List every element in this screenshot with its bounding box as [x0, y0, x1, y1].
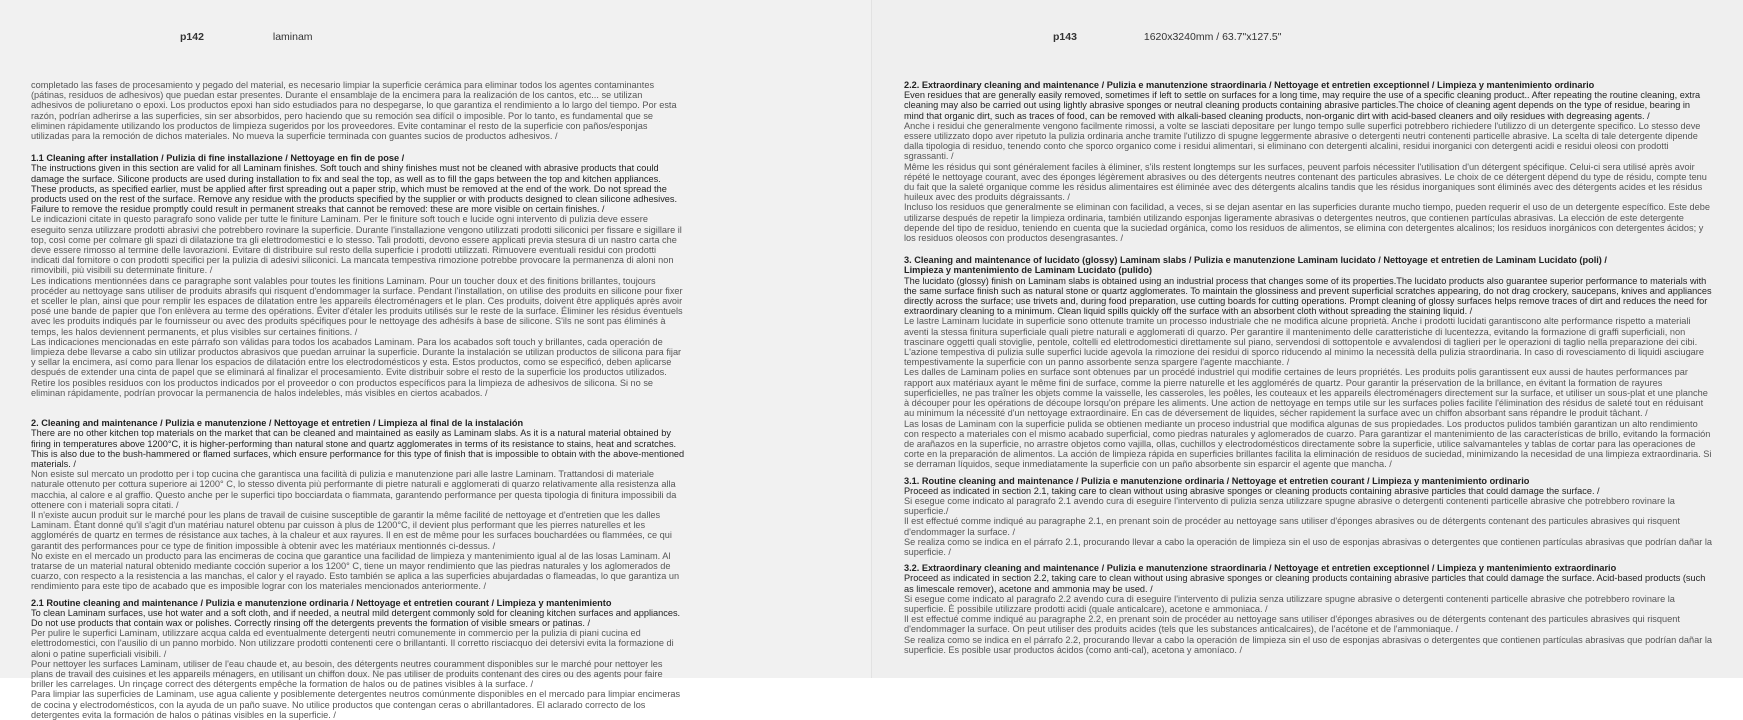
section-3-title: 3. Cleaning and maintenance of lucidato (glossy) Laminam slabs / Pulizia e manutenzione Laminam lucidato / Nettoyage et entretien de Laminam Lucidato (poli) / — [904, 255, 1607, 266]
slab-dimensions: 1620x3240mm / 63.7"x127.5" — [1143, 31, 1282, 43]
section-2-en: There are no other kitchen top materials on the market that can be cleaned and maintained as easily as Laminam slabs. As it is a natural material obtained by firing in temperatures above 1200°C, it is higher-performing than natural stone and quartz agglomerates in terms of its resistance to stains, heat and scratches. This is also due to the bush-hammered or flamed surfaces, which ensure performance for this type of finish that is impossible to obtain with the above-mentioned materials. / — [31, 428, 685, 469]
section-2-2-title: 2.2. Extraordinary cleaning and maintenance / Pulizia e manutenzione straordinaria / Nettoyage et entretien exceptionnel / Limpieza y mantenimiento ordinario — [904, 80, 1595, 90]
section-2-1-fr: Pour nettoyer les surfaces Laminam, utiliser de l'eau chaude et, au besoin, des détergents neutres couramment disponibles sur le marché pour nettoyer les plans de travail des cuisines et les appareils ménagers, en utilisant un chiffon doux. Ne pas utiliser de produits contenant des cires ou des agents pour faire briller les carrelages. Un rinçage correct des détergents empêche la formation de halos ou de patines visibles à la surface. / — [31, 658, 663, 690]
section-3-2-en: Proceed as indicated in section 2.2, taking care to clean without using abrasive sponges or cleaning products containing abrasive particles that could damage the surface. Acid-based products (such as limescale remover), acetone and ammonia may be used. / — [904, 573, 1706, 594]
intro-paragraph: completado las fases de procesamiento y pegado del material, es necesario limpiar la superficie cerámica para eliminar todos los agentes contaminantes (pátinas, residuos de adhesivos) que puedan estar presentes. Durante el ensamblaje de la encimera para la realización de los cantos, etc... se utilizan adhesivos de poliuretano o epoxi. Los productos epoxi han sido estudiados para no despegarse, lo que garantiza el rendimiento a lo largo del tiempo. Por esta razón, podrían adherirse a las superficies, sin ser absorbidos, pero haciendo que su remoción sea difícil o imposible. Por lo tanto, es fundamental que se eliminen rápidamente utilizando los productos de limpieza sugeridos por los proveedores. Evite contaminar el resto de la superficie con paños/esponjas utilizadas para la remoción de dichos materiales. No mueva la superficie terminada con guantes sucios de productos adhesivos. / — [31, 80, 677, 142]
right-column — [904, 80, 1712, 655]
section-3-es: Las losas de Laminam con la superficie pulida se obtienen mediante un proceso industrial que modifica algunas de sus propiedades. Los productos pulidos también garantizan un alto rendimiento con respecto a materiales con el mismo acabado superficial, como piedras naturales y aglomerados de cuarzo. Para garantizar el mantenimiento de las características de brillo, evitando la formación de arañazos en la superficie, no arrastre objetos como vajilla, ollas, cuchillos y electrodomésticos directamente sobre la superficie, utilice salvamanteles y tablas de cortar para las operaciones de corte en la preparación de alimentos. La acción de limpieza rápida en superficies brillantes facilita la eliminación de residuos de suciedad, minimizando la necesidad de una limpieza extraordinaria. Si se derraman líquidos, seque inmediatamente la superficie con un paño absorbente sin esparcir el agente que mancha. / — [904, 418, 1712, 470]
section-2-1-es: Para limpiar las superficies de Laminam, use agua caliente y posiblemente detergentes neutros comúnmente disponibles en el mercado para limpiar encimeras de cocina y electrodomésticos, con la ayuda de un paño suave. No utilice productos que contengan ceras o abrillantadores. El aclarado correcto de los detergentes evita la formación de halos o pátinas visibles en la superficie. / — [31, 689, 681, 720]
section-3-2-it: Si esegue come indicato al paragrafo 2.2 avendo cura di eseguire l'intervento di pulizia senza utilizzare spugne abrasive o detergenti contenenti particelle abrasive che potrebbero rovinare la superficie. È possibile utilizzare prodotti acidi (quale anticalcare), acetone e ammoniaca. / — [904, 593, 1675, 614]
section-2-2-fr: Même les résidus qui sont généralement faciles à éliminer, s'ils restent longtemps sur les surfaces, peuvent parfois nécessiter l'utilisation d'un détergent spécifique. Celui-ci sera utilisé après avoir répété le nettoyage courant, avec des éponges légèrement abrasives ou des détergents neutres contenant des particules abrasives. Le choix de ce détergent dépend du type de résidu, compte tenu du fait que la saleté organique comme les résidus alimentaires est éliminée avec des détergents alcalins tandis que les résidus inorganiques sont éliminés avec des détergents acides et les résidus huileux avec des produits dégraissants. / — [904, 161, 1707, 203]
section-3-1-it: Si esegue come indicato al paragrafo 2.1 avendo cura di eseguire l'intervento di pulizia senza utilizzare spugne abrasive o detergenti contenenti particelle abrasive che potrebbero rovinare la superficie./ — [904, 495, 1675, 517]
section-1-1-es: Las indicaciones mencionadas en este párrafo son válidas para todos los acabados Laminam. Para los acabados soft touch y brillantes, cada operación de limpieza debe llevarse a cabo sin utilizar productos abrasivos que puedan arruinar la superficie. Durante la instalación se utilizan productos de silicona para fijar y sellar la encimera, así como para llenar los espacios de dilatación entre los electrodomésticos y esta. Estos productos, como se especificó, deben aplicarse después de extender una cinta de papel que se eliminará al finalizar el procesamiento. Evite distribuir sobre el resto de la superficie los productos utilizados. Retire los posibles residuos con los productos indicados por el proveedor o con productos específicos para la limpieza de adhesivos de silicona. Si no se eliminan rápidamente, podrían provocar la permanencia de halos indelebles, más visibles en ciertos acabados. / — [31, 336, 682, 398]
section-2-es: No existe en el mercado un producto para las encimeras de cocina que garantice una facilidad de limpieza y mantenimiento igual al de las losas Laminam. Al tratarse de un material natural obtenido mediante cocción superior a los 1200° C, tiene un mayor rendimiento que las piedras naturales y los aglomerados de cuarzo, con respecto a la resistencia a las manchas, el calor y el rayado. Esto también se aplica a las superficies abujardadas o flameadas, lo que garantiza un rendimiento para este tipo de acabado que es imposible lograr con los materiales mencionados anteriormente. / — [31, 550, 680, 592]
section-3-1-title: 3.1. Routine cleaning and maintenance / Pulizia e manutenzione ordinaria / Nettoyage et entretien courant / Limpieza y mantenimiento ordinario — [904, 475, 1530, 486]
left-column — [31, 80, 685, 720]
section-3-1-es: Se realiza como se indica en el párrafo 2.1, procurando llevar a cabo la operación de limpieza sin el uso de esponjas abrasivas o detergentes que contienen partículas abrasivas que podrían dañar la superficie. / — [904, 536, 1712, 557]
section-2-2-en: Even residues that are generally easily removed, sometimes if left to settle on surfaces for a long time, may require the use of a specific cleaning product.. After repeating the routine cleaning, extra cleaning may also be carried out using lightly abrasive sponges or neutral cleaning products containing abrasive particles.The choice of cleaning agent depends on the type of residue, bearing in mind that organic dirt, such as traces of food, can be removed with alkali-based cleaning products, non-organic dirt with acid-based cleaners and oily residues with degreasing agents. / — [904, 90, 1701, 121]
section-3-subtitle: Limpieza y mantenimiento de Laminam Lucidato (pulido) — [904, 265, 1153, 276]
section-3-2-title: 3.2. Extraordinary cleaning and maintenance / Pulizia e manutenzione straordinaria / Nettoyage et entretien exceptionnel / Limpieza y mantenimiento extraordinario — [904, 563, 1617, 574]
brand-label: laminam — [272, 31, 313, 43]
page-number: p143 — [1053, 31, 1077, 43]
left-page-header — [180, 31, 313, 43]
section-2-fr: Il n'existe aucun produit sur le marché pour les plans de travail de cuisine susceptible de garantir la même facilité de nettoyage et d'entretien que les dalles Laminam. Étant donné qu'il s'agit d'un matériau naturel obtenu par cuisson à plus de 1200°C, il devient plus performant que les pierres naturelles et les agglomérés de quartz en termes de résistance aux taches, à la chaleur et aux rayures. Il en est de même pour les surfaces bouchardées ou flammées, ce qui garantit des performances pour ce type de finition impossible à obtenir avec les matériaux mentionnés ci-dessus. / — [31, 509, 672, 551]
section-3-1-fr: Il est effectué comme indiqué au paragraphe 2.1, en prenant soin de procéder au nettoyage sans utiliser d'éponges abrasives ou de détergents contenant des particules abrasives qui risquent d'endommager la surface. / — [904, 516, 1680, 537]
section-1-1-fr: Les indications mentionnées dans ce paragraphe sont valables pour toutes les finitions Laminam. Pour un toucher doux et des finitions brillantes, toujours procéder au nettoyage sans utiliser de produits abrasifs qui risquent d'endommager la surface. Pendant l'installation, on utilise des produits en silicone pour fixer et sceller le plan, ainsi que pour remplir les espaces de dilatation entre les appareils électroménagers et le plan. Ces produits, doivent être appliqués après avoir posé une bande de papier que l'on enlèvera au terme des opérations. Éviter d'étaler les produits utilisés sur le reste de la surface. Éliminer les résidus éventuels avec les produits indiqués par le fournisseur ou avec des produits spécifiques pour le nettoyage des adhésifs à base de silicone. S'ils ne sont pas éliminés à temps, les halos deviennent permanents, et plus visibles sur certaines finitions. / — [31, 275, 683, 337]
section-2-title: 2. Cleaning and maintenance / Pulizia e manutenzione / Nettoyage et entretien / Limpieza al final de la instalación — [31, 418, 524, 429]
section-2-1-en: To clean Laminam surfaces, use hot water and a soft cloth, and if needed, a neutral mild detergent commonly sold for cleaning kitchen surfaces and appliances. Do not use products that contain wax or polishes. Correctly rinsing off the detergents prevents the formation of visible smears or patinas. / — [31, 607, 681, 628]
section-1-1-title: 1.1 Cleaning after installation / Pulizia di fine installazione / Nettoyage en fin de pose / — [31, 153, 405, 164]
page-number: p142 — [180, 31, 204, 43]
section-3-en: The lucidato (glossy) finish on Laminam slabs is obtained using an industrial process that changes some of its properties.The lucidato products also guarantee superior performance to materials with the same surface finish such as natural stone or quartz agglomerates. To maintain the glossiness and prevent superficial scratches appearing, do not drag crockery, saucepans, knives and appliances directly across the surface; use trivets and, during food preparation, use cutting boards for cutting operations. Prompt cleaning of glossy surfaces helps remove traces of dirt and reduces the need for extraordinary cleaning to a minimum. Clean liquid spills quickly off the surface with an absorbent cloth without spreading the staining liquid. / — [904, 275, 1712, 317]
section-3-2-es: Se realiza como se indica en el párrafo 2.2, procurando llevar a cabo la operación de limpieza sin el uso de esponjas abrasivas o detergentes que contienen partículas abrasivas que podrían dañar la superficie. Es posible usar productos ácidos (como anti-cal), acetona y amoníaco. / — [904, 634, 1712, 655]
section-3-fr: Les dalles de Laminam polies en surface sont obtenues par un procédé industriel qui modifie certaines de leurs propriétés. Les produits polis garantissent eux aussi de hautes performances par rapport aux matériaux ayant le même fini de surface, comme la pierre naturelle et les agglomérés de quartz. Pour garantir la préservation de la brillance, en évitant la formation de rayures superficielles, ne pas traîner les objets comme la vaisselle, les casseroles, les poêles, les couteaux et les appareils électroménagers directement sur la surface, et utiliser un sous-plat et une planche à découper pour les opérations de découpe lorsqu'on prépare les aliments. Une action de nettoyage en temps utile sur les surfaces polies facilite l'élimination des résidus de saleté tout en réduisant au minimum la nécessité d'un nettoyage extraordinaire. En cas de déversement de liquides, sécher rapidement la surface avec un chiffon absorbant sans répandre le produit tâchant. / — [904, 367, 1708, 419]
section-2-it: Non esiste sul mercato un prodotto per i top cucina che garantisca una facilità di pulizia e manutenzione pari alle lastre Laminam. Trattandosi di materiale naturale ottenuto per cottura superiore ai 1200° C, lo stesso diventa più performante di pietre naturali e agglomerati di quarzo relativamente alla resistenza alla macchia, al calore e al graffio. Questo anche per le superfici tipo bocciardata o fiammata, garantendo performance per questa tipologia di finitura impossibili da ottenere con i materiali sopra citati. / — [31, 469, 677, 510]
section-2-2-es: Incluso los residuos que generalmente se eliminan con facilidad, a veces, si se dejan asentar en las superficies durante mucho tiempo, pueden requerir el uso de un detergente específico. Este debe utilizarse después de repetir la limpieza ordinaria, también utilizando esponjas ligeramente abrasivas o detergentes neutros, que contienen partículas abrasivas. La elección de este detergente depende del tipo de residuo, teniendo en cuenta que la suciedad orgánica, como los residuos de alimentos, se elimina con detergentes alcalinos; los residuos inorgánicos con detergentes ácidos; y los residuos oleosos con productos desengrasantes. / — [904, 202, 1710, 244]
section-1-1-it: Le indicazioni citate in questo paragrafo sono valide per tutte le finiture Laminam. Per le finiture soft touch e lucide ogni intervento di pulizia deve essere eseguito senza utilizzare prodotti abrasivi che potrebbero rovinare la superficie. Durante l'installazione vengono utilizzati prodotti siliconici per fissare e sigillare il top, così come per colmare gli spazi di dilatazione tra gli elettrodomestici e lo stesso. Tali prodotti, devono essere applicati previa stesura di un nastro carta che deve essere rimosso al termine delle lavorazioni. Evitare di distribuire sul resto della superficie i prodotti utilizzati. Rimuovere eventuali residui con prodotti indicati dal fornitore o con prodotti specifici per la pulizia di adesivi siliconici. La mancata tempestiva rimozione potrebbe provocare la permanenza di aloni non rimovibili, più visibili su determinate finiture. / — [31, 214, 682, 276]
section-2-2-it: Anche i residui che generalmente vengono facilmente rimossi, a volte se lasciati depositare per lungo tempo sulle superfici potrebbero richiedere l'utilizzo di un detergente specifico. Lo stesso deve essere utilizzato dopo aver ripetuto la pulizia ordinaria anche tramite l'utilizzo di spugne leggermente abrasive o detergenti neutri contenenti particelle abrasive. La scelta di tale detergente dipende dalla tipologia di residuo, tenendo conto che sporco organico come i residui alimentari, si eliminano con detergenti alcalini, residui inorganici con detergenti acidi e residui oleosi con prodotti sgrassanti. / — [904, 120, 1701, 162]
section-2-1-it: Per pulire le superfici Laminam, utilizzare acqua calda ed eventualmente detergenti neutri comunemente in commercio per la pulizia di piani cucina ed elettrodomestici, con l'ausilio di un panno morbido. Non utilizzare prodotti contenenti cere o brillantanti. Il corretto risciacquo dei detersivi evita la formazione di aloni o patine superficiali visibili. / — [31, 628, 674, 659]
right-page — [871, 0, 1743, 678]
section-2-1-title: 2.1 Routine cleaning and maintenance / Pulizia e manutenzione ordinaria / Nettoyage et entretien courant / Limpieza y mantenimiento — [31, 597, 612, 608]
right-page-header — [1053, 31, 1282, 43]
section-3-1-en: Proceed as indicated in section 2.1, taking care to clean without using abrasive sponges or cleaning products containing abrasive particles that could damage the surface. / — [904, 485, 1600, 496]
section-3-2-fr: Il est effectué comme indiqué au paragraphe 2.2, en prenant soin de procéder au nettoyage sans utiliser d'éponges abrasives ou de détergents contenant des particules abrasives qui risquent d'endommager la surface. On peut utiliser des produits acides (tels que les substances anticalcaires), de l'acétone et de l'ammoniaque. / — [904, 614, 1680, 635]
section-1-1-en: The instructions given in this section are valid for all Laminam finishes. Soft touch and shiny finishes must not be cleaned with abrasive products that could damage the surface. Silicone products are used during installation to fix and seal the top, as well as to fill the gaps between the top and kitchen appliances. These products, as specified earlier, must be applied after first spreading out a paper strip, which must be removed at the end of the work. Do not spread the products used on the rest of the surface. Remove any residue with the products specified by the supplier or with products designed to clean silicone adhesives. Failure to remove the residue promptly could result in permanent streaks that cannot be removed: these are more visible on certain finishes. / — [31, 163, 678, 215]
section-3-it: Le lastre Laminam lucidate in superficie sono ottenute tramite un processo industriale che ne modifica alcune proprietà. Anche i prodotti lucidati garantiscono alte performance rispetto a materiali aventi la stessa finitura superficiale quali pietre naturali e agglomerati di quarzo. Per garantire il mantenimento delle caratteristiche di lucentezza, evitando la formazione di graffi superficiali, non trascinare oggetti quali stoviglie, pentole, coltelli ed elettrodomestici direttamente sul piano, servendosi di sottopentole e avvalendosi di taglieri per le operazioni di taglio nella preparazione dei cibi. L'azione tempestiva di pulizia sulle superfici lucide agevola la rimozione dei residui di sporco riducendo al minimo la necessità della pulizia straordinaria. In caso di rovesciamento di liquidi asciugare tempestivamente la superficie con un panno assorbente senza spargere l'agente macchiante. / — [904, 316, 1704, 368]
left-page — [0, 0, 871, 720]
